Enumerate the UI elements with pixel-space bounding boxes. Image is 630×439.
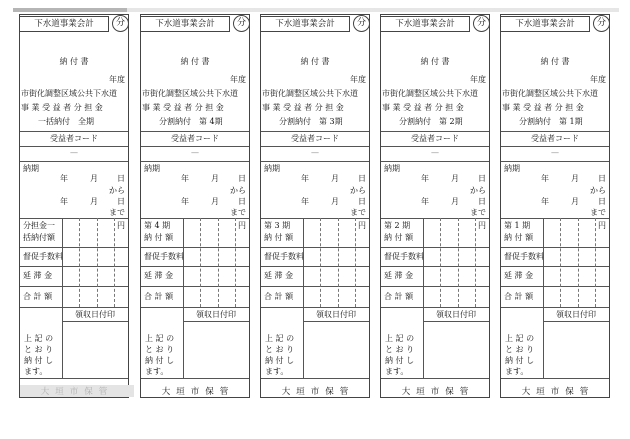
period-label: 納期 bbox=[144, 164, 160, 173]
divider bbox=[543, 321, 609, 322]
period-to-month: 月 bbox=[331, 197, 339, 206]
note-line2: と お り bbox=[24, 345, 54, 354]
top-strip-first bbox=[13, 8, 127, 12]
note-line1: 上 記 の bbox=[385, 334, 415, 343]
period-from-month: 月 bbox=[331, 174, 339, 183]
project-name-line2: 事 業 受 益 者 分 担 金 bbox=[382, 103, 464, 112]
beneficiary-code-value: — bbox=[191, 148, 199, 157]
office-label: 下水道事業会計 bbox=[19, 16, 109, 32]
payment-slip-column bbox=[380, 14, 490, 398]
slip-title: 納 付 書 bbox=[300, 57, 330, 66]
amount-label-line2: 納 付 額 bbox=[144, 233, 174, 242]
divider bbox=[141, 378, 249, 379]
note-line2: と お り bbox=[265, 345, 295, 354]
period-to-day: 日 bbox=[117, 197, 125, 206]
note-line1: 上 記 の bbox=[265, 334, 295, 343]
period-label: 納期 bbox=[504, 164, 520, 173]
divider bbox=[183, 321, 249, 322]
period-to-month: 月 bbox=[571, 197, 579, 206]
note-line2: と お り bbox=[145, 345, 175, 354]
late-fee-label: 延 滞 金 bbox=[504, 271, 534, 280]
project-name-line1: 市街化調整区域公共下水道 bbox=[262, 89, 358, 98]
period-to-year: 年 bbox=[421, 197, 429, 206]
divider bbox=[501, 378, 609, 379]
period-to-made: まで bbox=[230, 208, 246, 217]
note-line2: と お り bbox=[385, 345, 415, 354]
fiscal-year-label: 年度 bbox=[230, 75, 246, 84]
note-line1: 上 記 の bbox=[145, 334, 175, 343]
amount-column-divider bbox=[423, 218, 424, 307]
divider bbox=[261, 146, 369, 147]
period-from-kara: から bbox=[350, 186, 366, 195]
beneficiary-code-label: 受益者コード bbox=[171, 134, 219, 143]
amount-digit-divider bbox=[114, 218, 115, 307]
period-to-year: 年 bbox=[541, 197, 549, 206]
divider bbox=[261, 131, 369, 132]
note-line3: 納 付 し bbox=[505, 356, 535, 365]
amount-label-line1: 第 1 期 bbox=[504, 221, 531, 230]
receipt-stamp-label: 領収日付印 bbox=[316, 310, 356, 319]
late-fee-label: 延 滞 金 bbox=[23, 271, 53, 280]
period-from-kara: から bbox=[230, 186, 246, 195]
beneficiary-code-label: 受益者コード bbox=[291, 134, 339, 143]
division-circle: 分 bbox=[233, 15, 250, 32]
period-from-day: 日 bbox=[238, 174, 246, 183]
divider bbox=[381, 161, 489, 162]
divider bbox=[261, 286, 369, 287]
amount-digit-divider bbox=[458, 218, 459, 307]
top-strip bbox=[13, 8, 619, 12]
project-name-line2: 事 業 受 益 者 分 担 金 bbox=[142, 103, 224, 112]
late-fee-label: 延 滞 金 bbox=[144, 271, 174, 280]
divider bbox=[141, 286, 249, 287]
amount-digit-divider bbox=[475, 218, 476, 307]
beneficiary-code-label: 受益者コード bbox=[531, 134, 579, 143]
period-from-month: 月 bbox=[90, 174, 98, 183]
divider bbox=[261, 378, 369, 379]
amount-digit-divider bbox=[200, 218, 201, 307]
period-from-kara: から bbox=[470, 186, 486, 195]
amount-digit-divider bbox=[440, 218, 441, 307]
installment-label: 一括納付 全期 bbox=[38, 117, 94, 126]
installment-label: 分割納付 第 2期 bbox=[399, 117, 463, 126]
yen-label: 円 bbox=[358, 221, 366, 230]
divider bbox=[62, 321, 128, 322]
yen-label: 円 bbox=[478, 221, 486, 230]
fee-label: 督促手数料 bbox=[504, 252, 544, 261]
column-header bbox=[19, 13, 127, 35]
project-name-line1: 市街化調整区域公共下水道 bbox=[142, 89, 238, 98]
amount-label-line2: 納 付 額 bbox=[504, 233, 534, 242]
divider bbox=[381, 247, 489, 248]
fiscal-year-label: 年度 bbox=[109, 75, 125, 84]
payment-slip-column bbox=[260, 14, 370, 398]
divider bbox=[261, 307, 369, 308]
beneficiary-code-value: — bbox=[431, 148, 439, 157]
slip-title: 納 付 書 bbox=[59, 57, 89, 66]
period-to-year: 年 bbox=[181, 197, 189, 206]
period-to-year: 年 bbox=[60, 197, 68, 206]
beneficiary-code-value: — bbox=[311, 148, 319, 157]
payment-slip-column bbox=[19, 14, 129, 398]
divider bbox=[381, 146, 489, 147]
divider bbox=[501, 131, 609, 132]
payment-slip-column bbox=[140, 14, 250, 398]
total-label: 合 計 額 bbox=[23, 292, 53, 301]
storage-footer: 大垣市保管 bbox=[161, 387, 235, 397]
period-from-year: 年 bbox=[60, 174, 68, 183]
divider bbox=[141, 247, 249, 248]
divider bbox=[381, 307, 489, 308]
amount-digit-divider bbox=[320, 218, 321, 307]
fee-label: 督促手数料 bbox=[144, 252, 184, 261]
office-label: 下水道事業会計 bbox=[500, 16, 590, 32]
amount-digit-divider bbox=[235, 218, 236, 307]
division-circle: 分 bbox=[353, 15, 370, 32]
period-from-year: 年 bbox=[421, 174, 429, 183]
divider bbox=[141, 161, 249, 162]
period-to-made: まで bbox=[470, 208, 486, 217]
amount-label-line2: 括納付額 bbox=[23, 233, 55, 242]
column-header bbox=[140, 13, 248, 35]
amount-digit-divider bbox=[355, 218, 356, 307]
divider bbox=[501, 161, 609, 162]
yen-label: 円 bbox=[598, 221, 606, 230]
period-to-day: 日 bbox=[478, 197, 486, 206]
divider bbox=[501, 146, 609, 147]
amount-digit-divider bbox=[218, 218, 219, 307]
period-label: 納期 bbox=[264, 164, 280, 173]
period-to-month: 月 bbox=[90, 197, 98, 206]
period-label: 納期 bbox=[384, 164, 400, 173]
column-header bbox=[380, 13, 488, 35]
installment-label: 分割納付 第 1期 bbox=[519, 117, 583, 126]
fiscal-year-label: 年度 bbox=[350, 75, 366, 84]
beneficiary-code-label: 受益者コード bbox=[411, 134, 459, 143]
total-label: 合 計 額 bbox=[264, 292, 294, 301]
slip-title: 納 付 書 bbox=[420, 57, 450, 66]
storage-footer: 大垣市保管 bbox=[281, 387, 355, 397]
installment-label: 分割納付 第 4期 bbox=[159, 117, 223, 126]
beneficiary-code-value: — bbox=[551, 148, 559, 157]
period-to-made: まで bbox=[350, 208, 366, 217]
note-line3: 納 付 し bbox=[145, 356, 175, 365]
total-label: 合 計 額 bbox=[144, 292, 174, 301]
amount-label-line1: 第 3 期 bbox=[264, 221, 291, 230]
period-from-year: 年 bbox=[541, 174, 549, 183]
office-label: 下水道事業会計 bbox=[260, 16, 350, 32]
storage-footer: 大垣市保管 bbox=[521, 387, 595, 397]
office-label: 下水道事業会計 bbox=[380, 16, 470, 32]
amount-label-line2: 納 付 額 bbox=[384, 233, 414, 242]
note-line3: 納 付 し bbox=[265, 356, 295, 365]
late-fee-label: 延 滞 金 bbox=[264, 271, 294, 280]
column-header bbox=[500, 13, 608, 35]
period-to-year: 年 bbox=[301, 197, 309, 206]
divider bbox=[20, 307, 128, 308]
fee-label: 督促手数料 bbox=[264, 252, 304, 261]
amount-digit-divider bbox=[578, 218, 579, 307]
period-to-made: まで bbox=[590, 208, 606, 217]
amount-digit-divider bbox=[79, 218, 80, 307]
period-from-kara: から bbox=[109, 186, 125, 195]
amount-column-divider bbox=[303, 218, 304, 307]
note-line3: 納 付 し bbox=[24, 356, 54, 365]
divider bbox=[381, 131, 489, 132]
top-strip-rest bbox=[127, 8, 619, 12]
slip-title: 納 付 書 bbox=[540, 57, 570, 66]
storage-footer: 大垣市保管 bbox=[20, 385, 134, 397]
period-to-made: まで bbox=[109, 208, 125, 217]
period-from-day: 日 bbox=[598, 174, 606, 183]
receipt-stamp-label: 領収日付印 bbox=[556, 310, 596, 319]
division-circle: 分 bbox=[112, 15, 129, 32]
project-name-line2: 事 業 受 益 者 分 担 金 bbox=[262, 103, 344, 112]
yen-label: 円 bbox=[238, 221, 246, 230]
divider bbox=[141, 218, 249, 219]
amount-column-divider bbox=[62, 218, 63, 307]
period-from-day: 日 bbox=[358, 174, 366, 183]
divider bbox=[261, 247, 369, 248]
amount-digit-divider bbox=[595, 218, 596, 307]
note-line3: 納 付 し bbox=[385, 356, 415, 365]
divider bbox=[20, 218, 128, 219]
slip-title: 納 付 書 bbox=[180, 57, 210, 66]
divider bbox=[501, 307, 609, 308]
period-label: 納期 bbox=[23, 164, 39, 173]
divider bbox=[20, 161, 128, 162]
period-to-day: 日 bbox=[598, 197, 606, 206]
divider bbox=[141, 131, 249, 132]
divider bbox=[501, 218, 609, 219]
receipt-stamp-label: 領収日付印 bbox=[75, 310, 115, 319]
project-name-line1: 市街化調整区域公共下水道 bbox=[21, 89, 117, 98]
note-line4: ます。 bbox=[505, 367, 529, 376]
project-name-line1: 市街化調整区域公共下水道 bbox=[502, 89, 598, 98]
divider bbox=[20, 266, 128, 267]
period-from-kara: から bbox=[590, 186, 606, 195]
beneficiary-code-value: — bbox=[70, 148, 78, 157]
divider bbox=[381, 378, 489, 379]
yen-label: 円 bbox=[117, 221, 125, 230]
installment-label: 分割納付 第 3期 bbox=[279, 117, 343, 126]
period-to-month: 月 bbox=[211, 197, 219, 206]
amount-label-line1: 第 4 期 bbox=[144, 221, 171, 230]
divider bbox=[261, 266, 369, 267]
project-name-line2: 事 業 受 益 者 分 担 金 bbox=[502, 103, 584, 112]
total-label: 合 計 額 bbox=[504, 292, 534, 301]
note-line4: ます。 bbox=[265, 367, 289, 376]
period-from-day: 日 bbox=[117, 174, 125, 183]
divider bbox=[381, 266, 489, 267]
period-from-year: 年 bbox=[181, 174, 189, 183]
divider bbox=[303, 321, 369, 322]
divider bbox=[141, 307, 249, 308]
project-name-line1: 市街化調整区域公共下水道 bbox=[382, 89, 478, 98]
late-fee-label: 延 滞 金 bbox=[384, 271, 414, 280]
divider bbox=[261, 161, 369, 162]
note-line4: ます。 bbox=[385, 367, 409, 376]
column-header bbox=[260, 13, 368, 35]
period-from-day: 日 bbox=[478, 174, 486, 183]
amount-label-line2: 納 付 額 bbox=[264, 233, 294, 242]
divider bbox=[423, 321, 489, 322]
fiscal-year-label: 年度 bbox=[590, 75, 606, 84]
storage-footer: 大垣市保管 bbox=[401, 387, 475, 397]
fee-label: 督促手数料 bbox=[23, 252, 63, 261]
divider bbox=[261, 218, 369, 219]
divider bbox=[20, 146, 128, 147]
divider bbox=[141, 146, 249, 147]
amount-digit-divider bbox=[338, 218, 339, 307]
note-line1: 上 記 の bbox=[24, 334, 54, 343]
beneficiary-code-label: 受益者コード bbox=[50, 134, 98, 143]
period-from-month: 月 bbox=[451, 174, 459, 183]
period-from-month: 月 bbox=[571, 174, 579, 183]
amount-column-divider bbox=[183, 218, 184, 307]
divider bbox=[501, 247, 609, 248]
divider bbox=[381, 286, 489, 287]
receipt-stamp-label: 領収日付印 bbox=[436, 310, 476, 319]
divider bbox=[20, 286, 128, 287]
total-label: 合 計 額 bbox=[384, 292, 414, 301]
divider bbox=[381, 218, 489, 219]
receipt-stamp-label: 領収日付印 bbox=[196, 310, 236, 319]
note-line4: ます。 bbox=[24, 367, 48, 376]
fee-label: 督促手数料 bbox=[384, 252, 424, 261]
office-label: 下水道事業会計 bbox=[140, 16, 230, 32]
fiscal-year-label: 年度 bbox=[470, 75, 486, 84]
payment-slip-column bbox=[500, 14, 610, 398]
period-to-day: 日 bbox=[238, 197, 246, 206]
note-line4: ます。 bbox=[145, 367, 169, 376]
divider bbox=[141, 266, 249, 267]
period-to-day: 日 bbox=[358, 197, 366, 206]
divider bbox=[501, 286, 609, 287]
divider bbox=[501, 266, 609, 267]
project-name-line2: 事 業 受 益 者 分 担 金 bbox=[21, 103, 103, 112]
note-line2: と お り bbox=[505, 345, 535, 354]
period-to-month: 月 bbox=[451, 197, 459, 206]
amount-digit-divider bbox=[97, 218, 98, 307]
amount-label-line1: 第 2 期 bbox=[384, 221, 411, 230]
period-from-year: 年 bbox=[301, 174, 309, 183]
divider bbox=[20, 247, 128, 248]
note-line1: 上 記 の bbox=[505, 334, 535, 343]
period-from-month: 月 bbox=[211, 174, 219, 183]
divider bbox=[20, 131, 128, 132]
division-circle: 分 bbox=[593, 15, 610, 32]
amount-column-divider bbox=[543, 218, 544, 307]
amount-label-line1: 分担金一 bbox=[23, 221, 55, 230]
division-circle: 分 bbox=[473, 15, 490, 32]
divider bbox=[20, 378, 128, 379]
amount-digit-divider bbox=[560, 218, 561, 307]
